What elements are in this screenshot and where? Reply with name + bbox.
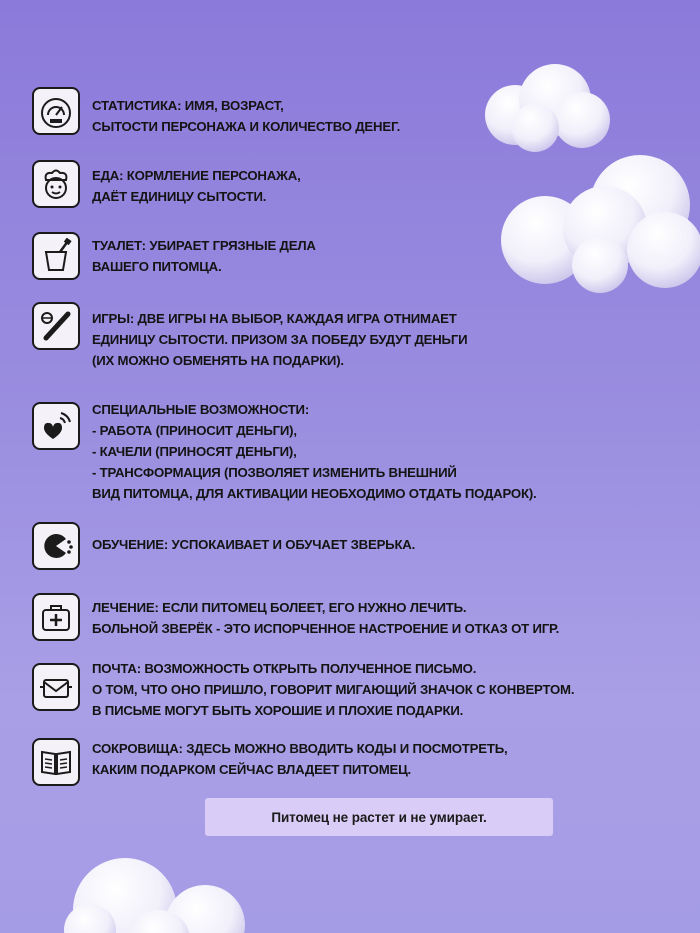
healing-line-2: БОЛЬНОЙ ЗВЕРЁК - ЭТО ИСПОРЧЕННОЕ НАСТРОЕНИЕ И ОТКАЗ ОТ ИГР. — [92, 621, 560, 636]
special-line-5: ВИД ПИТОМЦА, ДЛЯ АКТИВАЦИИ НЕОБХОДИМО ОТДАТЬ ПОДАРОК). — [92, 486, 537, 501]
games-line-2: ЕДИНИЦУ СЫТОСТИ. ПРИЗОМ ЗА ПОБЕДУ БУДУТ ДЕНЬГИ — [92, 332, 468, 347]
mail-line-1: ПОЧТА: ВОЗМОЖНОСТЬ ОТКРЫТЬ ПОЛУЧЕННОЕ ПИСЬМО. — [92, 661, 477, 676]
training-line-1: ОБУЧЕНИЕ: УСПОКАИВАЕТ И ОБУЧАЕТ ЗВЕРЬКА. — [92, 537, 416, 552]
food-line-2: ДАЁТ ЕДИНИЦУ СЫТОСТИ. — [92, 189, 267, 204]
bucket-icon — [32, 232, 80, 280]
book-icon — [32, 738, 80, 786]
toilet-line-1: ТУАЛЕТ: УБИРАЕТ ГРЯЗНЫЕ ДЕЛА — [92, 238, 316, 253]
mail-line-3: В ПИСЬМЕ МОГУТ БЫТЬ ХОРОШИЕ И ПЛОХИЕ ПОДАРКИ. — [92, 703, 464, 718]
cloud-bottom — [64, 858, 245, 933]
treasures-line-2: КАКИМ ПОДАРКОМ СЕЙЧАС ВЛАДЕЕТ ПИТОМЕЦ. — [92, 762, 412, 777]
heart-signal-icon — [32, 402, 80, 450]
statistics-line-2: СЫТОСТИ ПЕРСОНАЖА И КОЛИЧЕСТВО ДЕНЕГ. — [92, 119, 401, 134]
treasures-line-1: СОКРОВИЩА: ЗДЕСЬ МОЖНО ВВОДИТЬ КОДЫ И ПОСМОТРЕТЬ, — [92, 741, 508, 756]
medical-bag-icon — [32, 593, 80, 641]
special-line-3: - КАЧЕЛИ (ПРИНОСЯТ ДЕНЬГИ), — [92, 444, 297, 459]
footer-note: Питомец не растет и не умирает. — [205, 798, 553, 836]
special-line-1: СПЕЦИАЛЬНЫЕ ВОЗМОЖНОСТИ: — [92, 402, 310, 417]
toilet-line-2: ВАШЕГО ПИТОМЦА. — [92, 259, 222, 274]
games-line-1: ИГРЫ: ДВЕ ИГРЫ НА ВЫБОР, КАЖДАЯ ИГРА ОТНИМАЕТ — [92, 311, 457, 326]
gauge-icon — [32, 87, 80, 135]
bat-ball-icon — [32, 302, 80, 350]
special-line-2: - РАБОТА (ПРИНОСИТ ДЕНЬГИ), — [92, 423, 297, 438]
statistics-line-1: СТАТИСТИКА: ИМЯ, ВОЗРАСТ, — [92, 98, 284, 113]
special-line-4: - ТРАНСФОРМАЦИЯ (ПОЗВОЛЯЕТ ИЗМЕНИТЬ ВНЕШНИЙ — [92, 465, 457, 480]
chef-face-icon — [32, 160, 80, 208]
pacman-icon — [32, 522, 80, 570]
games-line-3: (ИХ МОЖНО ОБМЕНЯТЬ НА ПОДАРКИ). — [92, 353, 344, 368]
healing-line-1: ЛЕЧЕНИЕ: ЕСЛИ ПИТОМЕЦ БОЛЕЕТ, ЕГО НУЖНО ЛЕЧИТЬ. — [92, 600, 467, 615]
food-line-1: ЕДА: КОРМЛЕНИЕ ПЕРСОНАЖА, — [92, 168, 301, 183]
mail-line-2: О ТОМ, ЧТО ОНО ПРИШЛО, ГОВОРИТ МИГАЮЩИЙ ЗНАЧОК С КОНВЕРТОМ. — [92, 682, 575, 697]
envelope-icon — [32, 663, 80, 711]
